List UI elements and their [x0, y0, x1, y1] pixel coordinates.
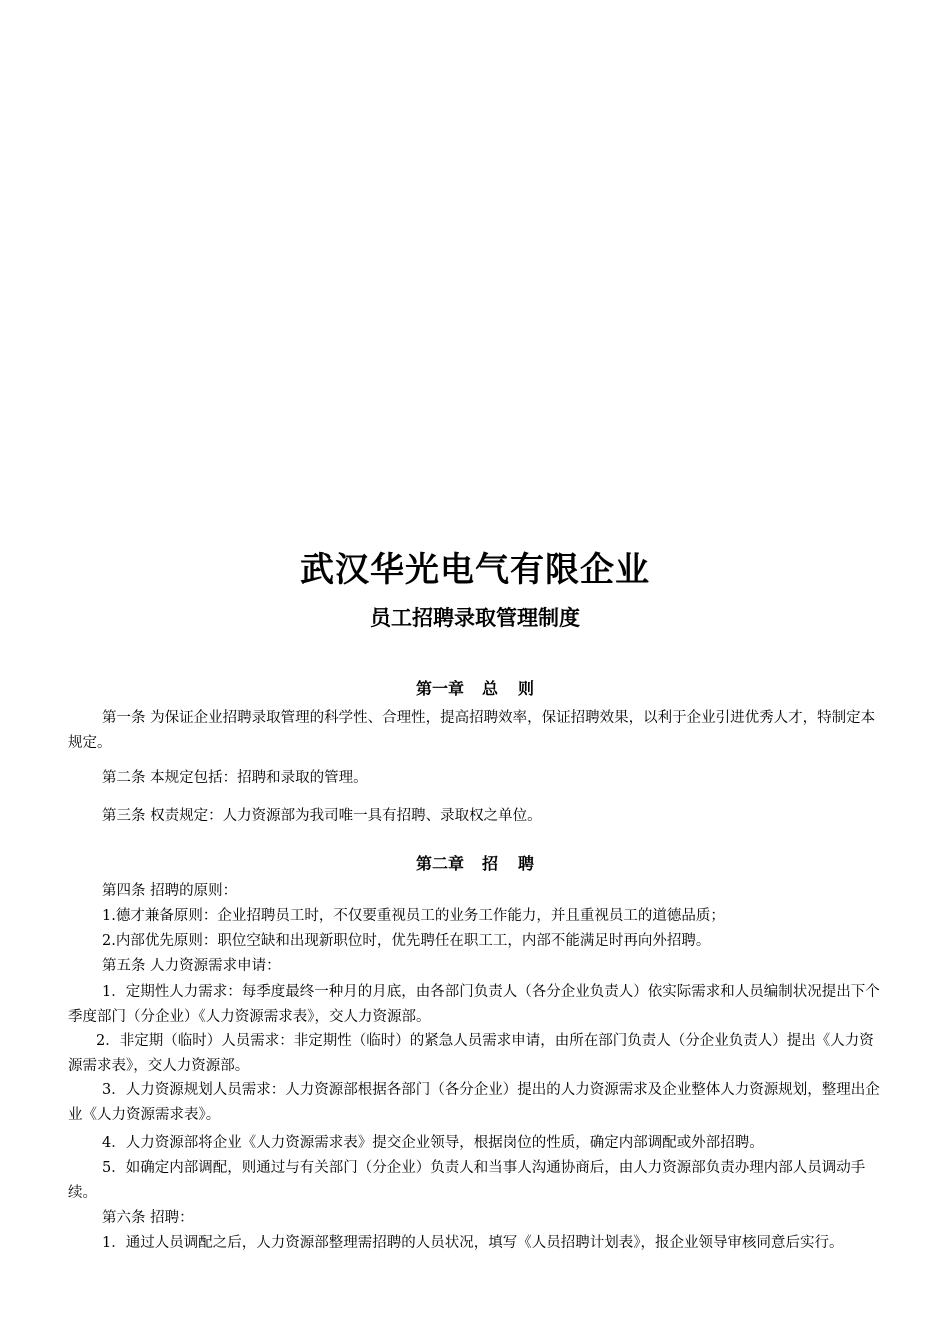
article-5: 第五条 人力资源需求申请： [102, 958, 281, 974]
article-6: 第六条 招聘： [102, 1210, 194, 1226]
article-1: 第一条 为保证企业招聘录取管理的科学性、合理性，提高招聘效率，保证招聘效果，以利于企业引进优秀人才，特制定本规定。 [68, 710, 876, 751]
article-5-item-5: 5．如确定内部调配，则通过与有关部门（分企业）负责人和当事人沟通协商后，由人力资源部负责办理内部人员调动手续。 [68, 1160, 866, 1201]
company-title: 武汉华光电气有限企业 [300, 550, 650, 590]
chapter-2-name-a: 招 [481, 854, 498, 873]
chapter-2-label: 第二章 [415, 854, 464, 873]
article-2: 第二条 本规定包括：招聘和录取的管理。 [102, 770, 368, 786]
article-5-item-3: 3．人力资源规划人员需求：人力资源部根据各部门（各分企业）提出的人力资源需求及企业整体人力资源规划，整理出企业《人力资源需求表》。 [68, 1082, 880, 1123]
chapter-heading-2 [0, 853, 950, 875]
article-5-item-4: 4．人力资源部将企业《人力资源需求表》提交企业领导，根据岗位的性质，确定内部调配或外部招聘。 [102, 1135, 764, 1151]
chapter-1-name-a: 总 [481, 679, 498, 698]
document-title: 员工招聘录取管理制度 [370, 606, 580, 630]
article-4: 第四条 招聘的原则： [102, 883, 238, 899]
chapter-1-label: 第一章 [415, 679, 464, 698]
article-3: 第三条 权责规定：人力资源部为我司唯一具有招聘、录取权之单位。 [102, 808, 542, 824]
chapter-heading-1 [0, 678, 950, 700]
article-5-item-2: 2．非定期（临时）人员需求：非定期性（临时）的紧急人员需求申请，由所在部门负责人（分企业负责人）提出《人力资源需求表》，交人力资源部。 [68, 1033, 874, 1074]
article-4-item-2: 2.内部优先原则：职位空缺和出现新职位时，优先聘任在职工工，内部不能满足时再向外招聘。 [102, 933, 711, 949]
article-5-item-1: 1．定期性人力需求：每季度最终一种月的月底，由各部门负责人（各分企业负责人）依实际需求和人员编制状况提出下个季度部门（分企业）《人力资源需求表》，交人力资源部。 [68, 984, 880, 1025]
article-4-item-1: 1.德才兼备原则：企业招聘员工时，不仅要重视员工的业务工作能力，并且重视员工的道德品质； [102, 908, 725, 924]
article-6-item-1: 1．通过人员调配之后，人力资源部整理需招聘的人员状况，填写《人员招聘计划表》，报企业领导审核同意后实行。 [102, 1235, 844, 1251]
chapter-1-name-b: 则 [518, 679, 535, 698]
chapter-2-name-b: 聘 [518, 854, 535, 873]
